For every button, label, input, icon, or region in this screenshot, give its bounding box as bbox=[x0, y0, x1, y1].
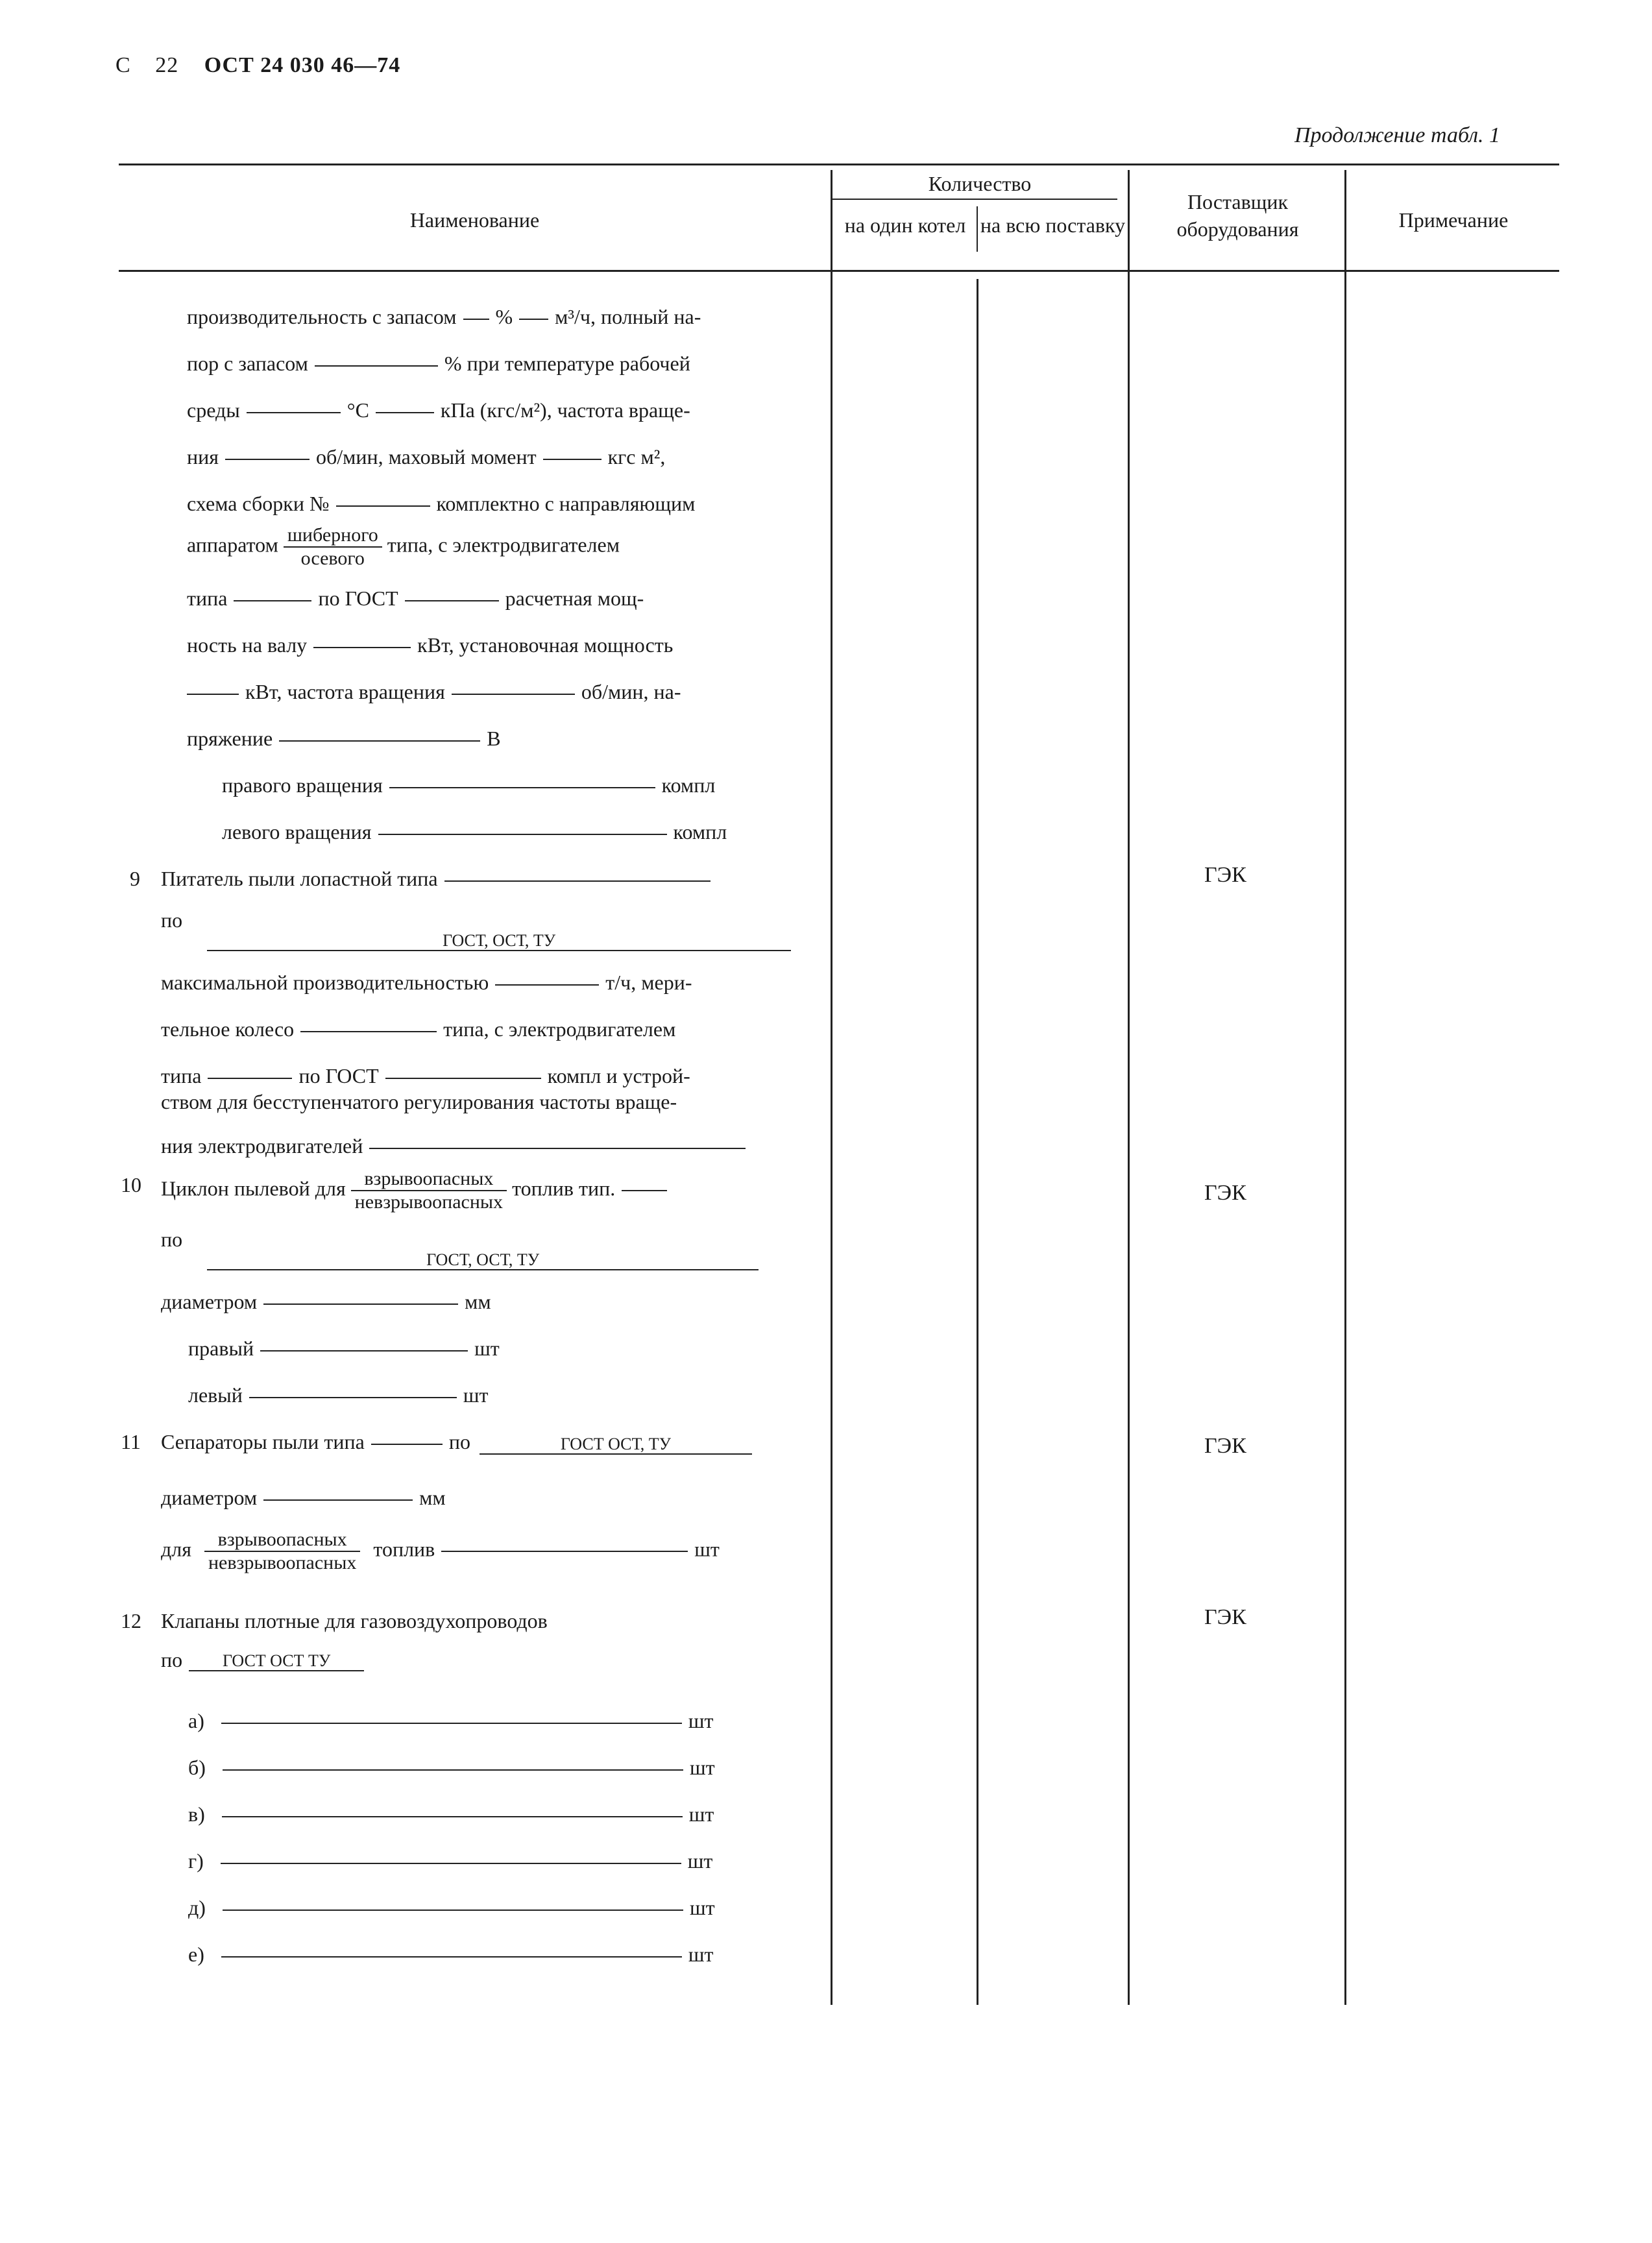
col-divider-2b bbox=[977, 279, 978, 2005]
item12-supplier: ГЭК bbox=[1204, 1605, 1246, 1629]
cont-line-9: кВт, частота вращения об/мин, на- bbox=[187, 680, 681, 704]
item9-standard-line: ГОСТ, ОСТ, ТУ bbox=[207, 908, 791, 951]
item11-supplier: ГЭК bbox=[1204, 1434, 1246, 1458]
item10-right: правый шт bbox=[188, 1337, 500, 1360]
continuation-label: Продолжение табл. 1 bbox=[1294, 123, 1501, 147]
cont-line-6: аппаратом $\frac{\text{шиберного}}{\text{осевого}}$ типа, с электродвигателем bbox=[187, 524, 620, 569]
item10-standard: по ГОСТ, ОСТ, ТУ bbox=[161, 1228, 759, 1270]
item10-fraction: $\frac{\text{взрывоопасных}}{\text{невзрывоопасных}}$ bbox=[351, 1168, 507, 1213]
item9-standard: по ГОСТ, ОСТ, ТУ bbox=[161, 908, 791, 951]
cont-line-5: схема сборки № комплектно с направляющим bbox=[187, 492, 696, 515]
item12-row-d: д) шт bbox=[188, 1896, 715, 1919]
item9-number: 9 bbox=[130, 867, 140, 890]
fraction-apparatus: $\frac{\text{шиберного}}{\text{осевого}}$ bbox=[284, 524, 382, 570]
item12-row-a: а) шт bbox=[188, 1709, 714, 1732]
item12-row-v: в) шт bbox=[188, 1802, 714, 1826]
item9-supplier: ГЭК bbox=[1204, 863, 1246, 887]
table-top-rule bbox=[119, 164, 1559, 165]
item10-supplier: ГЭК bbox=[1204, 1181, 1246, 1205]
table-header-rule bbox=[119, 270, 1559, 272]
quantity-rule bbox=[832, 199, 1117, 200]
item12-standard: по ГОСТ ОСТ ТУ bbox=[161, 1648, 364, 1672]
header-per-boiler: на один котел bbox=[844, 213, 966, 237]
item11-diameter: диаметром мм bbox=[161, 1486, 446, 1509]
item11-fraction: $\frac{\text{взрывоопасных}}{\text{невзрывоопасных}}$ bbox=[204, 1529, 360, 1574]
cont-line-11: правого вращения компл bbox=[222, 773, 716, 797]
item12-number: 12 bbox=[121, 1609, 141, 1632]
item10-left: левый шт bbox=[188, 1383, 489, 1407]
item10-diameter: диаметром мм bbox=[161, 1290, 491, 1313]
item9-line-6: ством для бесступенчатого регулирования частоты враще- bbox=[161, 1090, 677, 1113]
cont-line-7: типа по ГОСТ расчетная мощ- bbox=[187, 587, 644, 610]
header-note: Примечание bbox=[1398, 208, 1509, 232]
doc-code: ОСТ 24 030 46—74 bbox=[204, 53, 401, 77]
col-divider-2 bbox=[977, 206, 978, 252]
item9-line-4: тельное колесо типа, с электродвигателем bbox=[161, 1017, 676, 1041]
item9-line-7: ния электродвигателей bbox=[161, 1134, 752, 1158]
cont-line-4: ния об/мин, маховый момент кгс м², bbox=[187, 445, 666, 468]
item9-line-5: типа по ГОСТ компл и устрой- bbox=[161, 1064, 690, 1087]
item9-line-3: максимальной производительностью т/ч, мери- bbox=[161, 971, 692, 994]
cont-line-3: среды °С кПа (кгс/м²), частота враще- bbox=[187, 398, 690, 422]
item12-standard-line: ГОСТ ОСТ ТУ bbox=[189, 1648, 364, 1671]
cont-line-12: левого вращения компл bbox=[222, 820, 727, 843]
item11-line-3: для $\frac{\text{взрывоопасных}}{\text{невзрывоопасных}}$ топлив шт bbox=[161, 1529, 720, 1573]
item12-row-g: г) шт bbox=[188, 1849, 713, 1873]
item11-standard-line: ГОСТ ОСТ, ТУ bbox=[480, 1430, 752, 1455]
page-prefix: С bbox=[115, 53, 131, 77]
item10-line-1: Циклон пылевой для $\frac{\text{взрывоопасных}}{\text{невзрывоопасных}}$ топлив тип. bbox=[161, 1168, 674, 1213]
item11-line-1: Сепараторы пыли типа по ГОСТ ОСТ, ТУ bbox=[161, 1430, 752, 1455]
header-supplier: Поставщик оборудования bbox=[1176, 190, 1299, 241]
header-total-delivery: на всю поставку bbox=[980, 213, 1126, 237]
item12-row-b: б) шт bbox=[188, 1756, 715, 1779]
header-quantity: Количество bbox=[928, 172, 1032, 195]
item12-row-e: е) шт bbox=[188, 1943, 714, 1966]
item10-number: 10 bbox=[121, 1173, 141, 1196]
header-name: Наименование bbox=[409, 208, 540, 232]
cont-line-2: пор с запасом % при температуре рабочей bbox=[187, 352, 690, 375]
item9-line-1: Питатель пыли лопастной типа bbox=[161, 867, 717, 891]
item11-number: 11 bbox=[121, 1430, 141, 1453]
page-number-value: 22 bbox=[155, 53, 179, 77]
col-divider-1 bbox=[831, 170, 832, 2005]
cont-line-10: пряжение В bbox=[187, 727, 501, 750]
cont-line-8: ность на валу кВт, установочная мощность bbox=[187, 633, 674, 657]
item12-line-1: Клапаны плотные для газовоздухопроводов bbox=[161, 1609, 548, 1632]
col-divider-4 bbox=[1344, 170, 1346, 2005]
item10-standard-line: ГОСТ, ОСТ, ТУ bbox=[207, 1228, 759, 1270]
cont-line-1: производительность с запасом % м³/ч, полный на- bbox=[187, 305, 701, 328]
page-number bbox=[115, 53, 400, 78]
col-divider-3 bbox=[1128, 170, 1130, 2005]
